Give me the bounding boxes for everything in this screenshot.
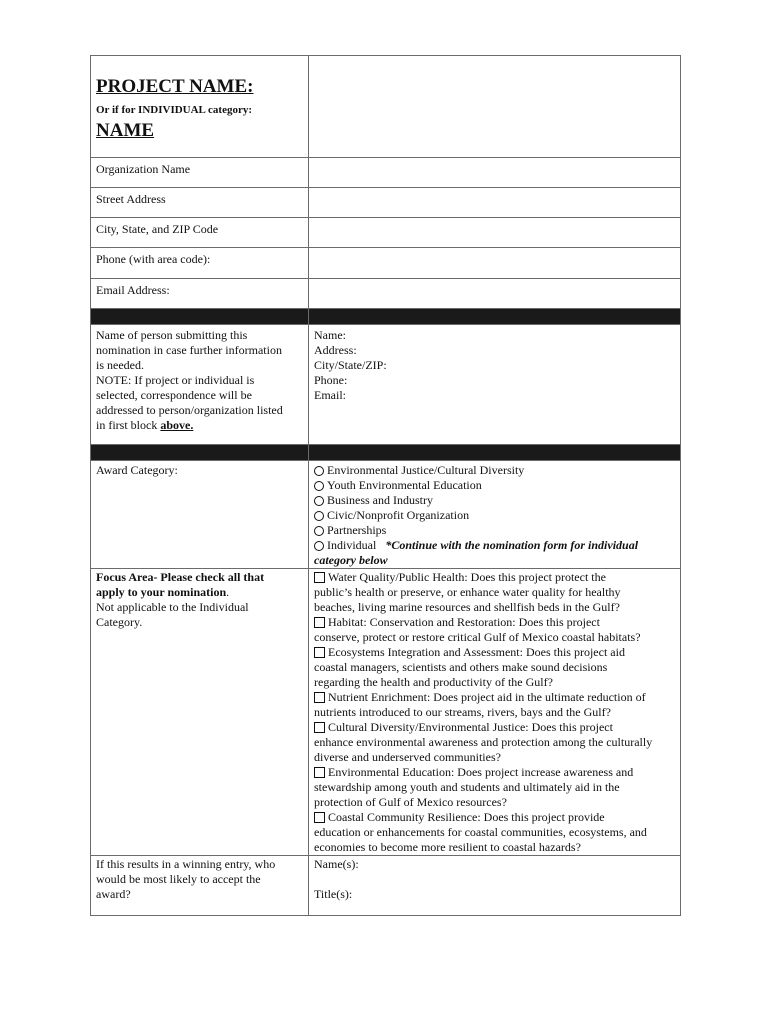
focus-option-habitat[interactable]: Habitat: Conservation and Restoration: Does this project conserve, protect or restore critical Gulf of Mexico coastal habitats? — [314, 615, 641, 644]
submitter-name-label: Name: — [314, 328, 346, 342]
winner-names-label: Name(s): — [314, 857, 359, 871]
above-emphasis: above. — [160, 418, 194, 432]
submitter-note-line: addressed to person/organization listed — [96, 403, 283, 417]
project-name-label-cell — [91, 56, 309, 158]
city-label: City, State, and ZIP Code — [91, 218, 309, 248]
radio-button-icon[interactable] — [314, 541, 324, 551]
focus-area-label-cell — [91, 569, 309, 856]
city-input[interactable] — [309, 218, 681, 248]
submitter-email-label: Email: — [314, 388, 346, 402]
award-option[interactable]: Business and Industry — [314, 493, 675, 508]
focus-area-row — [91, 569, 681, 856]
project-name-row — [91, 56, 681, 158]
submitter-desc-line: nomination in case further information — [96, 343, 282, 357]
project-name-input[interactable] — [309, 56, 681, 158]
submitter-phone-label: Phone: — [314, 373, 348, 387]
submitter-desc-line: is needed. — [96, 358, 144, 372]
award-option[interactable]: Partnerships — [314, 523, 675, 538]
focus-option-water-quality[interactable]: Water Quality/Public Health: Does this project protect the public’s health or preserve, or enhance water quality for healthy beaches, living marine resources and shellfish beds in the Gulf? — [314, 570, 621, 614]
award-option[interactable]: Youth Environmental Education — [314, 478, 675, 493]
email-row — [91, 279, 681, 309]
checkbox-icon[interactable] — [314, 572, 325, 583]
submitter-note-line: selected, correspondence will be — [96, 388, 252, 402]
submitter-fields[interactable] — [309, 325, 681, 445]
phone-row — [91, 248, 681, 279]
city-row — [91, 218, 681, 248]
street-input[interactable] — [309, 188, 681, 218]
focus-option-nutrient[interactable]: Nutrient Enrichment: Does project aid in the ultimate reduction of nutrients introduced to our streams, rivers, bays and the Gulf? — [314, 690, 646, 719]
name-title: NAME — [96, 120, 155, 141]
focus-area-na-note: Not applicable to the Individual — [96, 600, 249, 614]
section-divider — [91, 445, 681, 461]
radio-button-icon[interactable] — [314, 496, 324, 506]
checkbox-icon[interactable] — [314, 647, 325, 658]
submitter-description — [91, 325, 309, 445]
checkbox-icon[interactable] — [314, 617, 325, 628]
individual-continue-note-2: category below — [314, 553, 388, 567]
focus-area-options — [309, 569, 681, 856]
street-label: Street Address — [91, 188, 309, 218]
winner-row — [91, 856, 681, 916]
checkbox-icon[interactable] — [314, 767, 325, 778]
focus-option-cultural-diversity[interactable]: Cultural Diversity/Environmental Justice: Does this project enhance environmental awareness and protection among the culturally diverse and underserved communities? — [314, 720, 653, 764]
checkbox-icon[interactable] — [314, 812, 325, 823]
email-input[interactable] — [309, 279, 681, 309]
individual-category-note: Or if for INDIVIDUAL category: — [96, 104, 253, 116]
individual-continue-note: *Continue with the nomination form for individual — [385, 538, 639, 552]
winner-question: If this results in a winning entry, who would be most likely to accept the award? — [91, 856, 309, 916]
award-category-row — [91, 461, 681, 569]
award-option[interactable]: Civic/Nonprofit Organization — [314, 508, 675, 523]
submitter-note-text: in first block — [96, 418, 161, 432]
award-option-individual[interactable]: Individual *Continue with the nomination form for individual — [314, 538, 675, 553]
radio-button-icon[interactable] — [314, 526, 324, 536]
radio-button-icon[interactable] — [314, 511, 324, 521]
focus-option-environmental-education[interactable]: Environmental Education: Does project increase awareness and stewardship among youth and students and ultimately aid in the protection of Gulf of Mexico resources? — [314, 765, 634, 809]
phone-label: Phone (with area code): — [91, 248, 309, 279]
winner-titles-label: Title(s): — [314, 887, 353, 901]
nomination-form — [90, 55, 681, 916]
organization-input[interactable] — [309, 158, 681, 188]
submitter-city-label: City/State/ZIP: — [314, 358, 387, 372]
checkbox-icon[interactable] — [314, 692, 325, 703]
radio-button-icon[interactable] — [314, 466, 324, 476]
project-name-title: PROJECT NAME: — [96, 76, 254, 97]
organization-label: Organization Name — [91, 158, 309, 188]
award-category-options — [309, 461, 681, 569]
phone-input[interactable] — [309, 248, 681, 279]
email-label: Email Address: — [91, 279, 309, 309]
street-row — [91, 188, 681, 218]
focus-area-na-note-2: Category. — [96, 615, 143, 629]
submitter-note-line: NOTE: If project or individual is — [96, 373, 255, 387]
radio-button-icon[interactable] — [314, 481, 324, 491]
focus-area-label: Focus Area- Please check all that — [96, 570, 265, 584]
focus-option-ecosystems[interactable]: Ecosystems Integration and Assessment: Does this project aid coastal managers, scientists and others make sound decisions regarding the health and productivity of the Gulf? — [314, 645, 625, 689]
focus-option-coastal-resilience[interactable]: Coastal Community Resilience: Does this project provide education or enhancements for coastal communities, ecosystems, and economies to become more resilient to coastal hazards? — [314, 810, 647, 854]
award-category-label: Award Category: — [91, 461, 309, 569]
submitter-desc-line: Name of person submitting this — [96, 328, 248, 342]
focus-area-label-2: apply to your nomination. — [96, 585, 230, 599]
checkbox-icon[interactable] — [314, 722, 325, 733]
section-divider — [91, 309, 681, 325]
award-option[interactable]: Environmental Justice/Cultural Diversity — [314, 463, 675, 478]
submitter-note-line — [96, 418, 303, 433]
submitter-address-label: Address: — [314, 343, 357, 357]
submitter-row — [91, 325, 681, 445]
organization-row — [91, 158, 681, 188]
winner-fields[interactable] — [309, 856, 681, 916]
